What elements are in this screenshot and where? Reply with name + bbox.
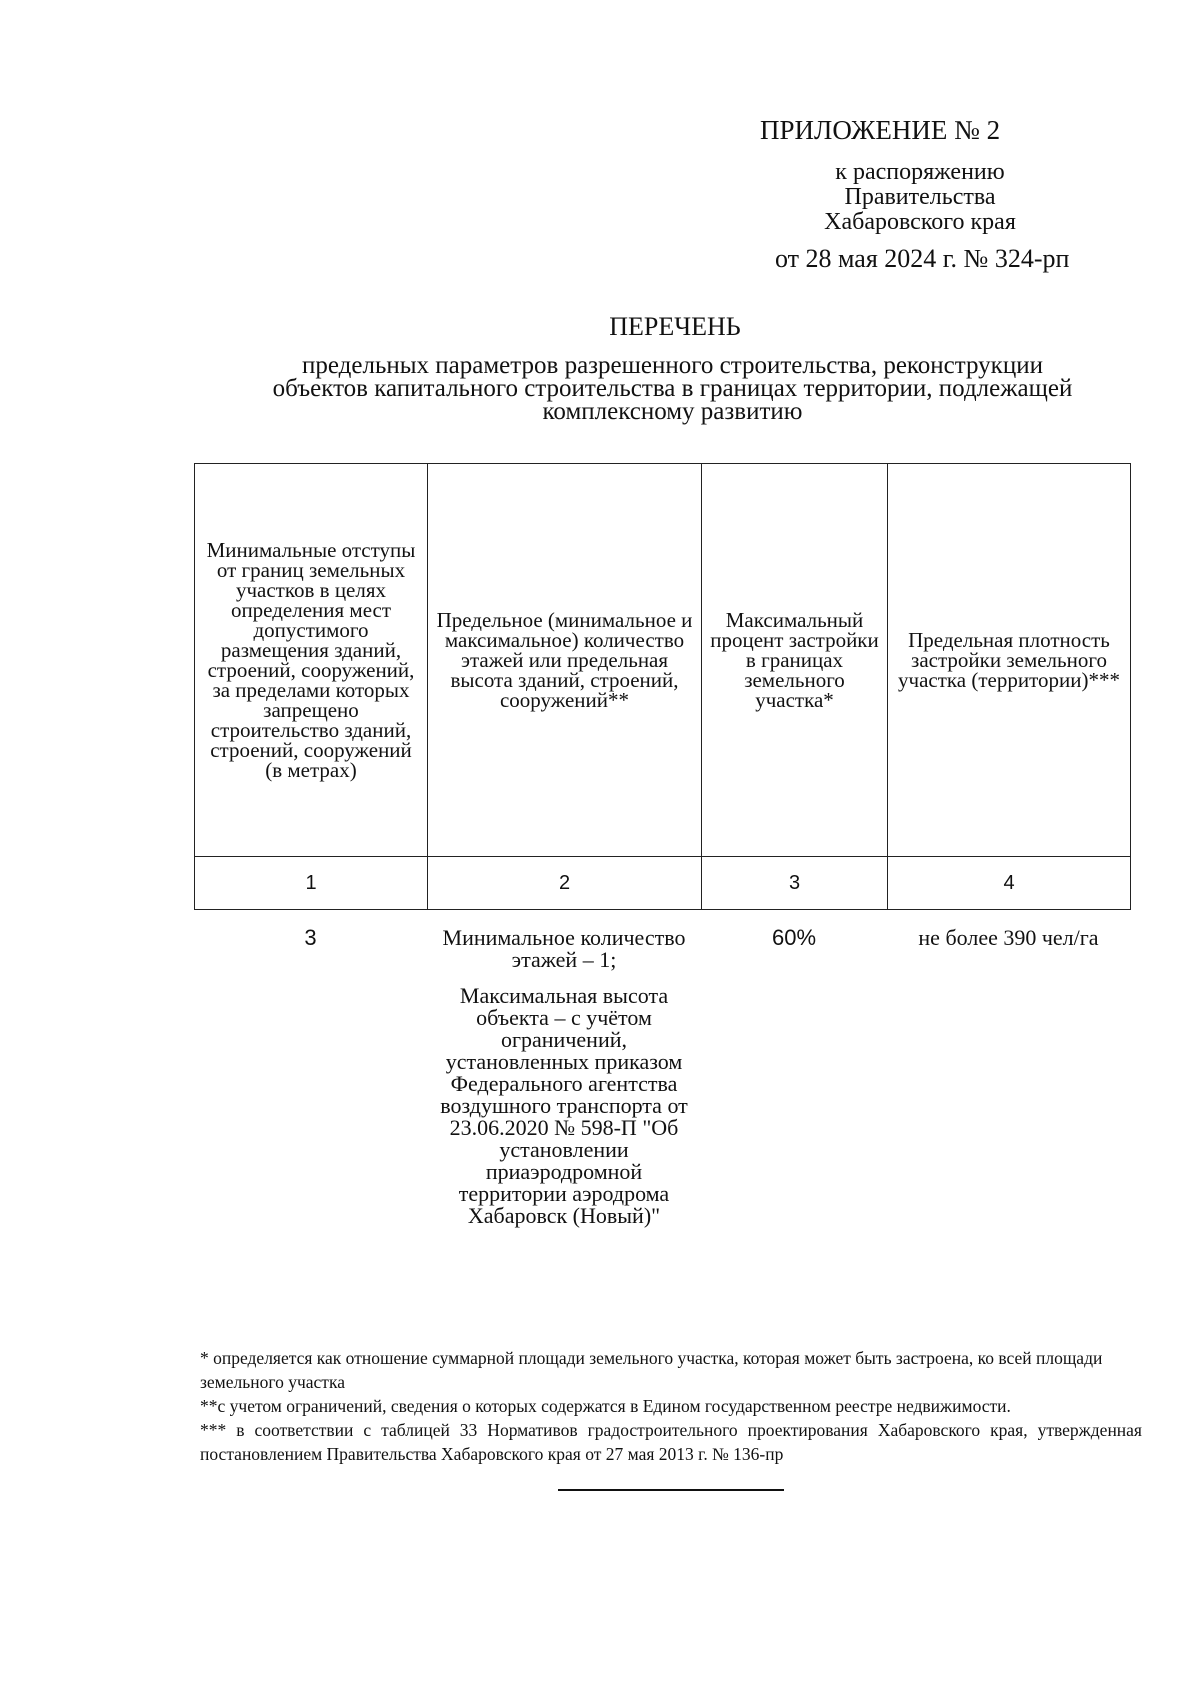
cell-floors-min: Минимальное количество этажей – 1; (442, 925, 686, 972)
table-data-row (194, 927, 1130, 1227)
order-date: от 28 мая 2024 г. № 324-рп (775, 244, 1070, 273)
column-number: 4 (888, 857, 1131, 910)
cell-floors-max-height: Максимальная высота объекта – с учётом ограничений, установленных приказом Федерального агентства воздушного транспорта от 23.06.2020 № 598-П "Об установлении приаэродромной территории аэродрома Хабаровск (Новый)" (440, 983, 688, 1228)
cell-floors (427, 927, 701, 1227)
order-reference (800, 160, 1040, 235)
footnotes (200, 1346, 1142, 1466)
subtitle-line: комплексному развитию (542, 398, 803, 425)
subtitle-line: объектов капитального строительства в границах территории, подлежащей (272, 375, 1073, 402)
column-header-coverage: Максимальный процент застройки в границах земельного участка* (702, 464, 888, 857)
column-header-density: Предельная плотность застройки земельного участка (территории)*** (888, 464, 1131, 857)
order-reference-line: к распоряжению (835, 159, 1005, 185)
footnote-3: *** в соответствии с таблицей 33 Нормативов градостроительного проектирования Хабаровского края, утвержденная постановлением Правительства Хабаровского края от 27 мая 2013 г. № 136-пр (200, 1420, 1142, 1464)
cell-setbacks: 3 (304, 925, 317, 950)
table-number-row (195, 857, 1131, 910)
footnote-2: **с учетом ограничений, сведения о которых содержатся в Едином государственном реестре недвижимости. (200, 1396, 1011, 1416)
column-header-setbacks: Минимальные отступы от границ земельных участков в целях определения мест допустимого размещения зданий, строений, сооружений, за пределами которых запрещено строительство зданий, строений, сооружений (в метрах) (195, 464, 428, 857)
cell-density: не более 390 чел/га (918, 925, 1099, 950)
document-title: ПЕРЕЧЕНЬ (609, 312, 741, 341)
table-header-row (195, 464, 1131, 857)
end-separator-line (558, 1489, 784, 1491)
subtitle-line: предельных параметров разрешенного строительства, реконструкции (302, 352, 1043, 379)
parameters-table (194, 463, 1131, 910)
column-number: 2 (428, 857, 702, 910)
document-subtitle (205, 354, 1140, 423)
cell-coverage: 60% (771, 925, 817, 950)
column-header-floors: Предельное (минимальное и максимальное) количество этажей или предельная высота зданий, строений, сооружений** (428, 464, 702, 857)
order-reference-line: Хабаровского края (824, 209, 1016, 235)
column-number: 3 (702, 857, 888, 910)
order-reference-line: Правительства (844, 184, 996, 210)
column-number: 1 (195, 857, 428, 910)
appendix-title: ПРИЛОЖЕНИЕ № 2 (760, 115, 1001, 145)
footnote-1: * определяется как отношение суммарной площади земельного участка, которая может быть застроена, ко всей площади земельного участка (200, 1348, 1103, 1392)
